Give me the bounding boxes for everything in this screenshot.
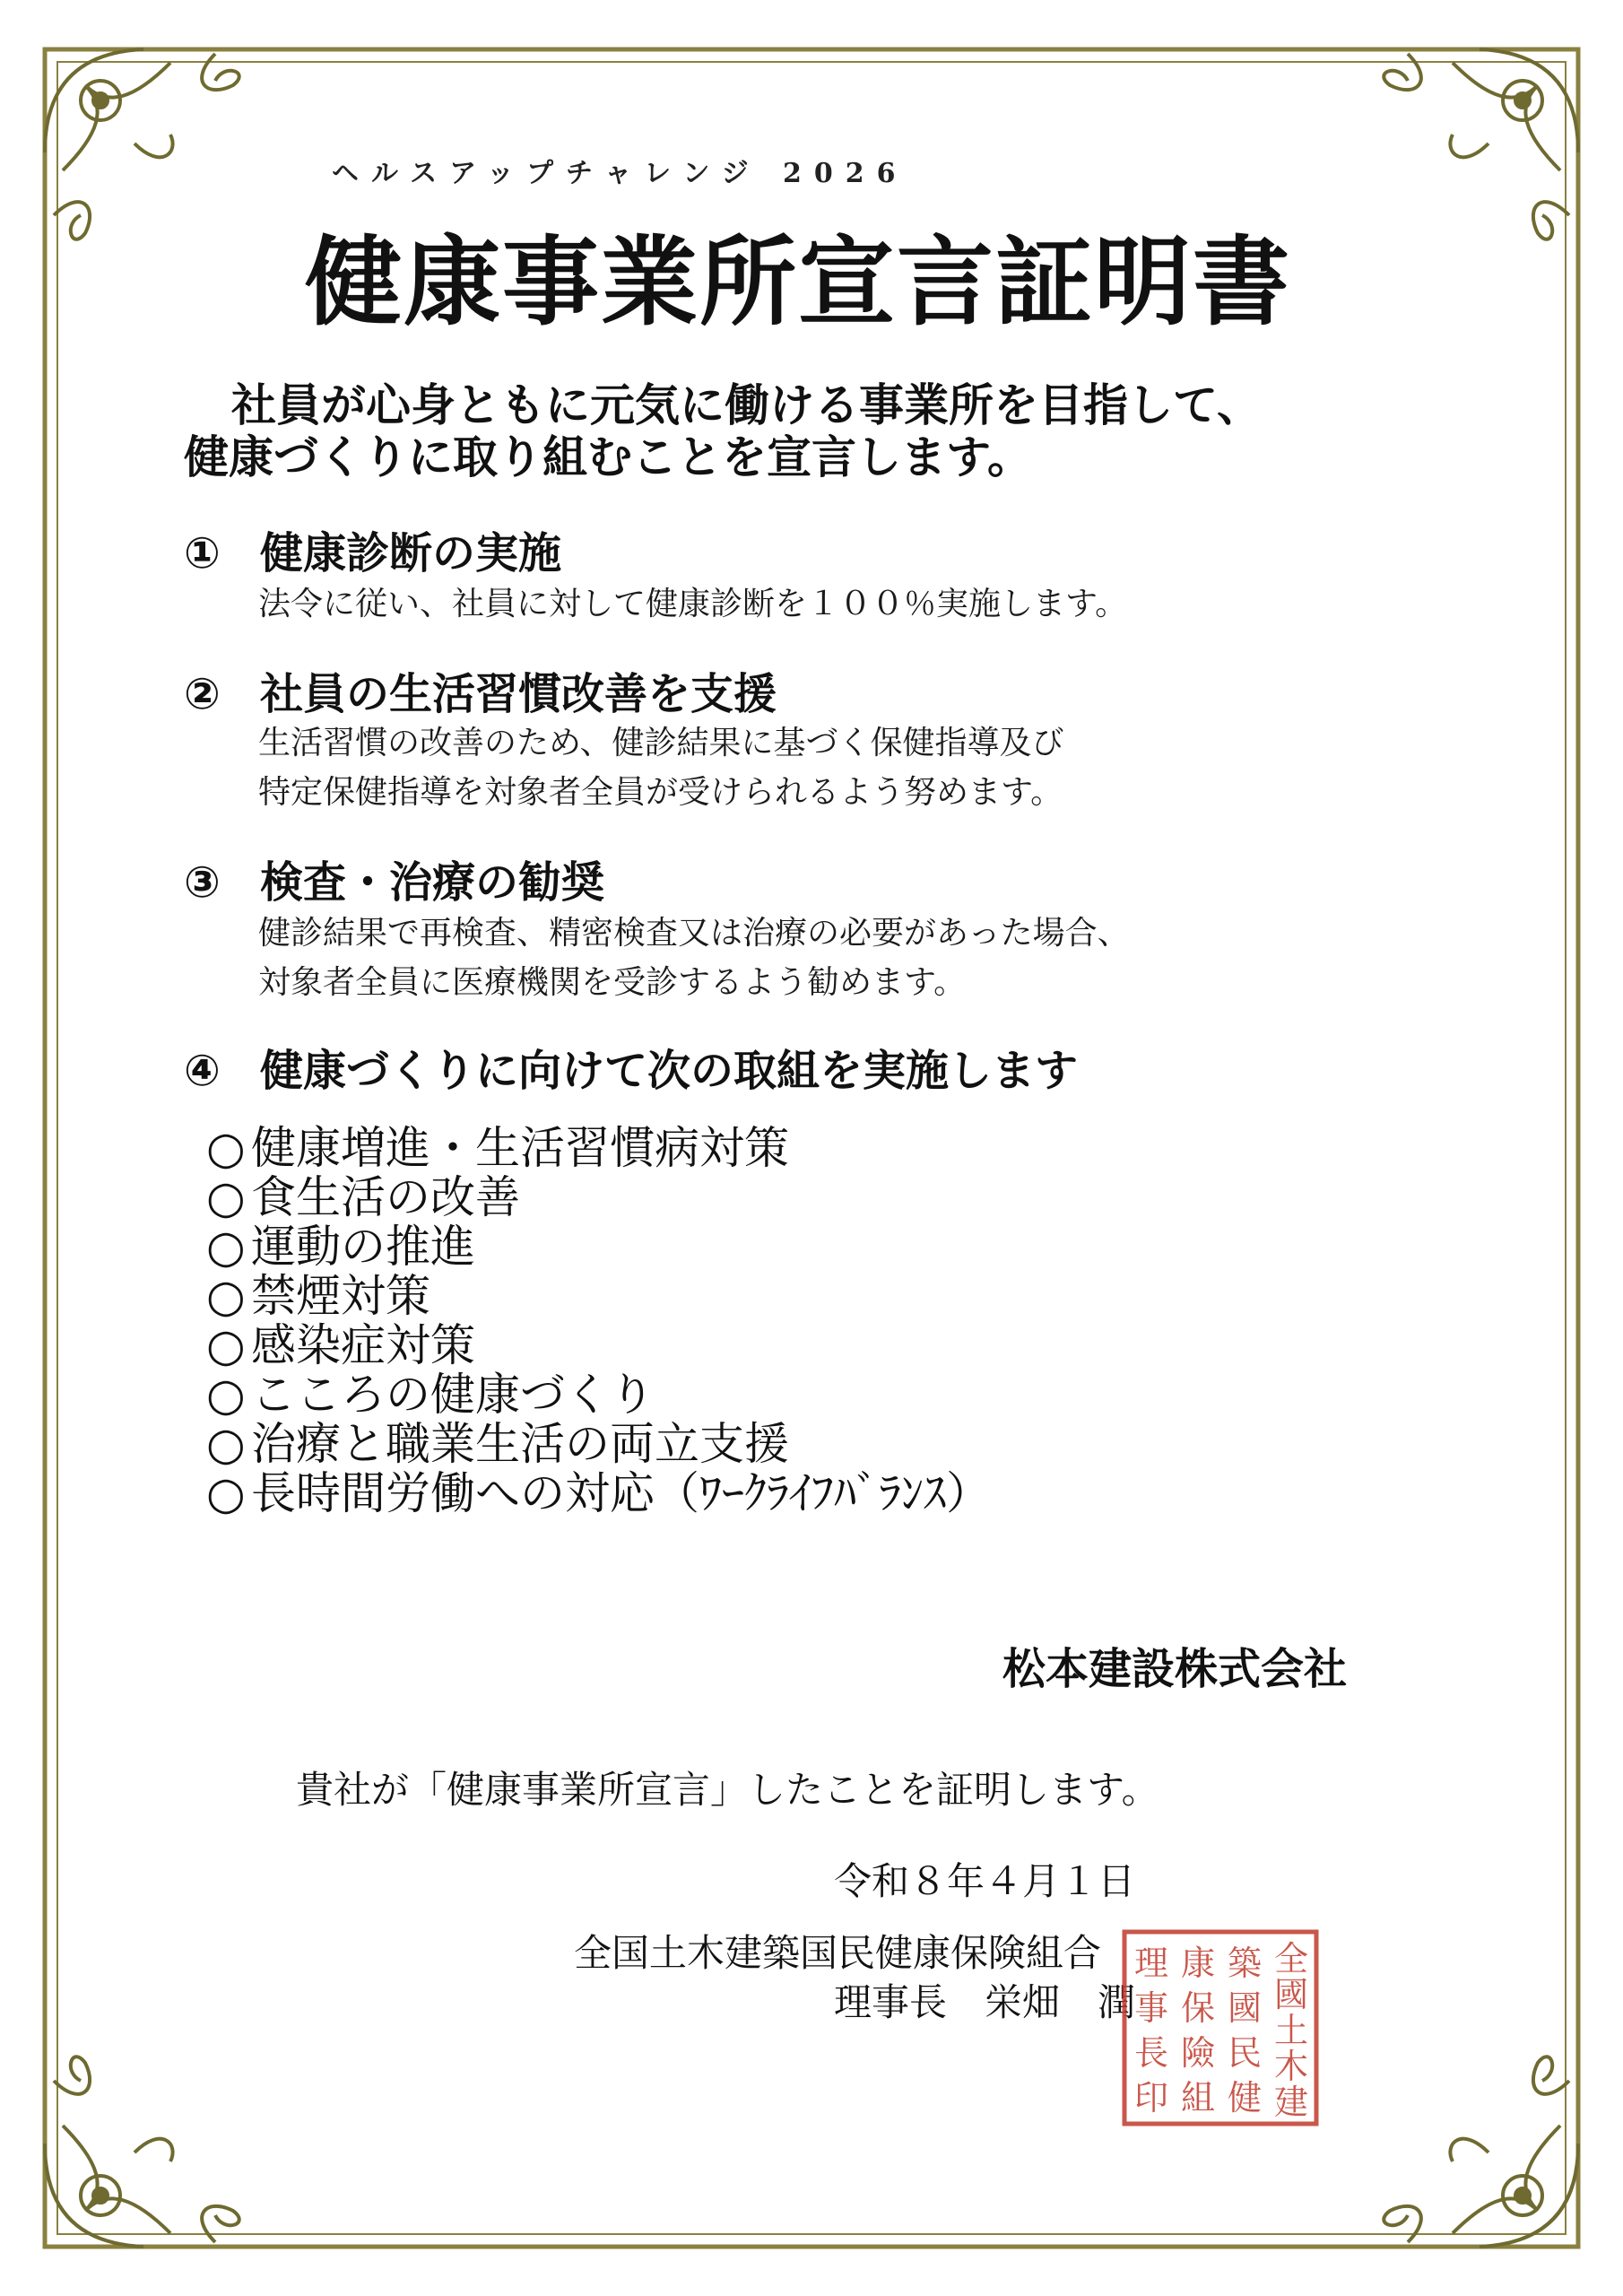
seal-character: 理 [1133,1944,1169,1983]
circle-marker-icon: ○ [206,1122,246,1174]
section-title: 検査・治療の勧奨 [260,857,605,908]
seal-character: 健 [1227,2078,1263,2118]
issue-date: 令和８年４月１日 [834,1859,1136,1903]
list-item: ○ 感染症対策 [206,1319,475,1371]
seal-character: 康 [1180,1944,1216,1983]
section-2-line-1: 生活習慣の改善のため、健診結果に基づく保健指導及び [258,725,1064,761]
certification-statement: 貴社が「健康事業所宣言」したことを証明します。 [296,1768,1159,1812]
issuer-name: 全国土木建築国民健康保険組合 [574,1931,1102,1975]
intro-line-1: 社員が心身ともに元気に働ける事業所を目指して、 [231,379,1262,431]
seal-character: 木 [1273,2047,1309,2086]
section-title: 健康診断の実施 [260,528,562,578]
section-number: ③ [184,857,221,908]
section-title: 社員の生活習慣改善を支援 [260,669,777,719]
circle-marker-icon: ○ [206,1319,246,1371]
section-3-line-2: 対象者全員に医療機関を受診するよう勧めます。 [258,964,967,1001]
page-title: 健康事業所宣言証明書 [305,227,1292,339]
section-heading-2 [184,659,777,721]
list-item: ○ 治療と職業生活の両立支援 [206,1418,789,1470]
circle-marker-icon: ○ [206,1418,246,1470]
section-2-line-2: 特定保健指導を対象者全員が受けられるよう努めます。 [258,774,1063,811]
seal-character: 全 [1273,1939,1309,1979]
seal-character: 印 [1133,2078,1169,2118]
seal-character: 民 [1227,2033,1263,2073]
seal-character: 長 [1133,2033,1169,2073]
section-number: ④ [184,1046,221,1096]
intro-line-2: 健康づくりに取り組むことを宣言します。 [184,431,1032,483]
seal-character: 築 [1227,1944,1263,1983]
section-number: ② [184,669,221,719]
circle-marker-icon: ○ [206,1467,246,1519]
section-heading-1 [184,518,561,580]
seal-character: 組 [1180,2078,1216,2118]
list-item: ○ 健康増進・生活習慣病対策 [206,1122,789,1174]
circle-marker-icon: ○ [206,1171,246,1223]
seal-character: 國 [1227,1988,1263,2028]
section-heading-4 [184,1036,1078,1098]
list-item: ○ 食生活の改善 [206,1171,520,1223]
list-item: ○ こころの健康づくり [206,1369,655,1421]
seal-character: 建 [1273,2083,1309,2122]
list-item: ○ 運動の推進 [206,1221,475,1273]
subtitle: ヘルスアップチャレンジ 2026 [332,158,908,189]
list-item: ○ 長時間労働への対応（ﾜｰｸﾗｲﾌﾊﾞﾗﾝｽ） [206,1467,991,1519]
company-name: 松本建設株式会社 [1002,1644,1348,1694]
seal-character: 險 [1180,2033,1216,2073]
seal-character: 國 [1273,1975,1309,2014]
section-heading-3 [184,848,604,909]
seal-character: 土 [1273,2011,1309,2050]
section-number: ① [184,528,221,578]
section-1-line-1: 法令に従い、社員に対して健康診断を１００％実施します。 [258,586,1128,622]
list-item: ○ 禁煙対策 [206,1270,430,1322]
section-title: 健康づくりに向けて次の取組を実施します [260,1046,1079,1096]
chairman-name: 理事長 栄畑 潤 [834,1980,1136,2024]
seal-character: 事 [1133,1988,1169,2028]
circle-marker-icon: ○ [206,1221,246,1273]
circle-marker-icon: ○ [206,1369,246,1421]
section-3-line-1: 健診結果で再検査、精密検査又は治療の必要があった場合、 [258,915,1130,952]
official-seal-icon [1121,1928,1320,2127]
corner-ornament-icon [45,49,239,239]
circle-marker-icon: ○ [206,1270,246,1322]
seal-character: 保 [1180,1988,1216,2028]
